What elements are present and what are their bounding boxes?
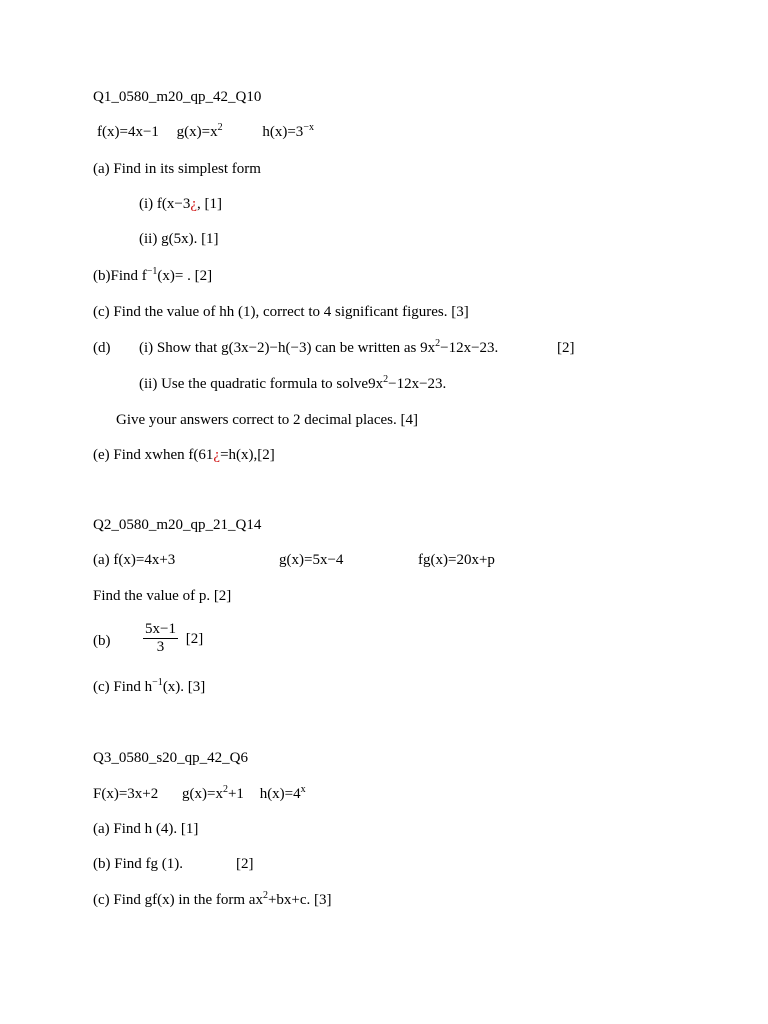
q3-heading: Q3_0580_s20_qp_42_Q6: [93, 750, 249, 766]
q2-part-c: (c) Find $h^{-1}(x)$. [3]: [93, 677, 206, 695]
q2-part-b-marks: [2]: [185, 630, 204, 647]
q1-def-f: f(x)=4x−1: [97, 124, 159, 140]
q2-def-fg: fg(x)=20x+p: [418, 552, 495, 568]
fraction: [143, 621, 178, 656]
q1-part-a-ii: (ii) g(5x). [1]: [139, 231, 219, 247]
q1-part-a-i: (i) f(x−3¿, [1]: [139, 196, 223, 212]
q1-part-d-note: Give your answers correct to 2 decimal places. [4]: [116, 412, 418, 428]
q3-definitions: [93, 785, 306, 805]
q1-heading: Q1_0580_m20_qp_42_Q10: [93, 89, 262, 105]
q1-part-d-i: (i) Show that g(3x−2)−h(−3) can be written as $9x^2-12x-23$.: [139, 338, 499, 356]
q1-def-h: $h(x)=3^{-x}$: [262, 122, 314, 140]
q3-part-c: (c) Find gf(x) in the form $ax^2+bx+c$. [3]: [93, 890, 332, 908]
q1-part-d-i-marks: [2]: [557, 340, 575, 356]
q2-part-b-label: (b): [93, 633, 111, 649]
q3-def-h: $h(x)=4^x$: [259, 784, 306, 802]
q3-def-g: $g(x)=x^2+1$: [182, 784, 244, 802]
q1-definitions: [97, 123, 314, 143]
q1-part-c: (c) Find the value of hh (1), correct to 4 significant figures. [3]: [93, 304, 469, 320]
q2-def-g: g(x)=5x−4: [279, 552, 344, 568]
q2-part-b-fraction: [143, 621, 203, 656]
fraction-numerator: 5x−1: [145, 621, 176, 637]
q2-find-p: Find the value of p. [2]: [93, 588, 232, 604]
q3-part-b-marks: [2]: [236, 856, 254, 872]
q3-part-a: (a) Find h (4). [1]: [93, 821, 199, 837]
q1-part-b: (b)Find $f^{-1}(x)=$ . [2]: [93, 266, 213, 284]
q2-heading: Q2_0580_m20_qp_21_Q14: [93, 517, 262, 533]
q1-part-a-intro: (a) Find in its simplest form: [93, 161, 261, 177]
fraction-denominator: 3: [156, 639, 165, 655]
q1-def-g: $g(x)=x^2$: [176, 122, 223, 140]
q2-part-a: (a) f(x)=4x+3: [93, 552, 176, 568]
q1-part-d-label: (d): [93, 340, 111, 356]
q1-part-e: (e) Find xwhen f(61¿=h(x),[2]: [93, 447, 275, 463]
q1-part-d-ii: (ii) Use the quadratic formula to $solve9x^2-12x-23$.: [139, 374, 447, 392]
q3-part-b: (b) Find fg (1).: [93, 856, 183, 872]
q3-def-F: F(x)=3x+2: [93, 786, 159, 802]
